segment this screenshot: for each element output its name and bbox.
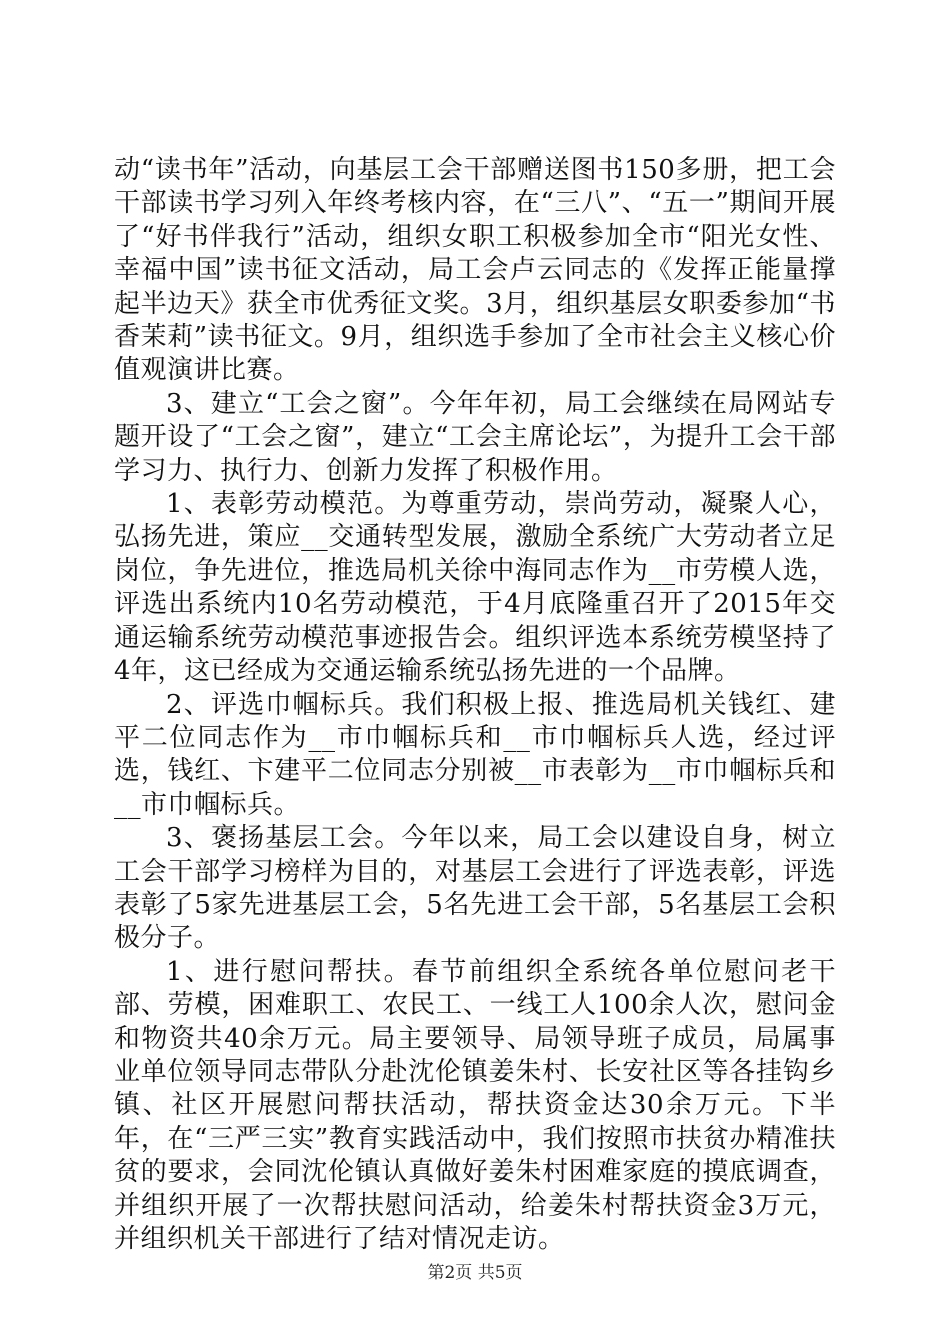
document-body xyxy=(114,154,836,1256)
page-number-footer: 第2页 共5页 xyxy=(427,1263,523,1283)
paragraph-women-pacesetters: 2、评选巾帼标兵。我们积极上报、推选局机关钱红、建平二位同志作为__市巾帼标兵和__市巾帼标兵人选，经过评选，钱红、卞建平二位同志分别被__市表彰为__市巾帼标兵和__市巾帼标兵。 xyxy=(114,689,836,820)
paragraph-condolence-support: 1、进行慰问帮扶。春节前组织全系统各单位慰问老干部、劳模，困难职工、农民工、一线工人100余人次，慰问金和物资共40余万元。局主要领导、局领导班子成员，局属事业单位领导同志带队分赴沈伦镇姜朱村、长安社区等各挂钩乡镇、社区开展慰问帮扶活动，帮扶资金达30余万元。下半年，在“三严三实”教育实践活动中，我们按照市扶贫办精准扶贫的要求，会同沈伦镇认真做好姜朱村困难家庭的摸底调查，并组织开展了一次帮扶慰问活动，给姜朱村帮扶资金3万元，并组织机关干部进行了结对情况走访。 xyxy=(114,956,836,1254)
paragraph-union-window: 3、建立“工会之窗”。今年年初，局工会继续在局网站专题开设了“工会之窗”，建立“工会主席论坛”，为提升工会干部学习力、执行力、创新力发挥了积极作用。 xyxy=(114,388,836,486)
paragraph-labor-models: 1、表彰劳动模范。为尊重劳动，崇尚劳动，凝聚人心，弘扬先进，策应__交通转型发展，激励全系统广大劳动者立足岗位，争先进位，推选局机关徐中海同志作为__市劳模人选，评选出系统内10名劳动模范，于4月底隆重召开了2015年交通运输系统劳动模范事迹报告会。组织评选本系统劳模坚持了4年，这已经成为交通运输系统弘扬先进的一个品牌。 xyxy=(114,489,836,687)
paragraph-reading-year: 动“读书年”活动，向基层工会干部赠送图书150多册，把工会干部读书学习列入年终考核内容，在“三八”、“五一”期间开展了“好书伴我行”活动，组织女职工积极参加全市“阳光女性、幸福中国”读书征文活动，局工会卢云同志的《发挥正能量撑起半边天》获全市优秀征文奖。3月，组织基层女职委参加“书香茉莉”读书征文。9月，组织选手参加了全市社会主义核心价值观演讲比赛。 xyxy=(114,155,836,386)
paragraph-grassroots-unions: 3、褒扬基层工会。今年以来，局工会以建设自身，树立工会干部学习榜样为目的，对基层工会进行了评选表彰，评选表彰了5家先进基层工会，5名先进工会干部，5名基层工会积极分子。 xyxy=(114,823,836,954)
